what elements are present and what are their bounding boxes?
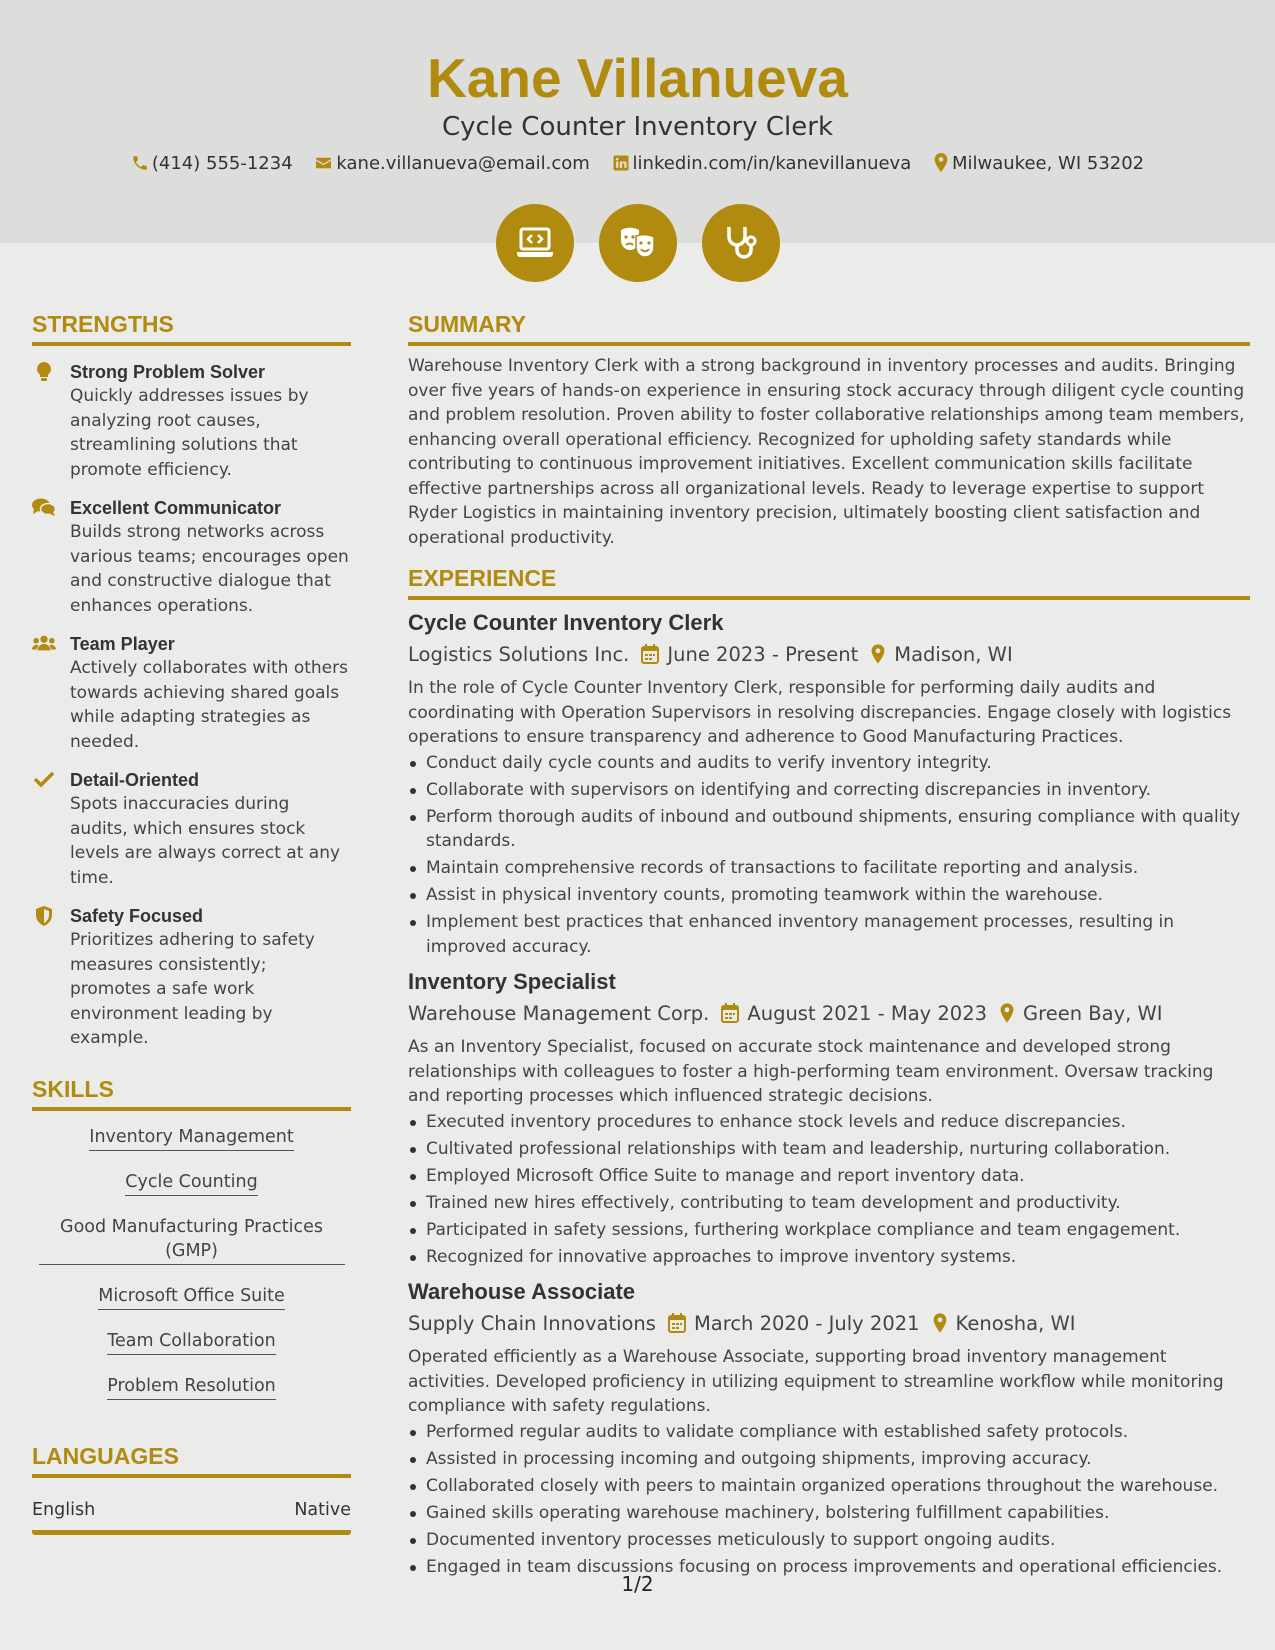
strength-desc: Spots inaccuracies during audits, which ensures stock levels are always correct at any time.: [70, 794, 341, 888]
strength-desc: Quickly addresses issues by analyzing root causes, streamlining solutions that promote efficiency.: [70, 386, 309, 480]
theater-masks-icon: [618, 226, 658, 260]
map-marker-icon: [870, 644, 886, 664]
job-meta: [408, 999, 1250, 1029]
job-meta: [408, 640, 1250, 670]
languages-heading: LANGUAGES: [32, 1442, 351, 1478]
job-dates: August 2021 - May 2023: [747, 1002, 988, 1025]
strength-title: Excellent Communicator: [70, 498, 282, 518]
contact-email[interactable]: [314, 152, 589, 176]
email-text: kane.villanueva@email.com: [336, 153, 590, 174]
list-item: Implement best practices that enhanced inventory management processes, resulting in improved accuracy.: [408, 910, 1250, 959]
list-item: Assisted in processing incoming and outgoing shipments, improving accuracy.: [408, 1447, 1250, 1472]
strengths-heading: STRENGTHS: [32, 310, 351, 346]
list-item: Employed Microsoft Office Suite to manage and report inventory data.: [408, 1164, 1250, 1189]
calendar-icon: [668, 1313, 686, 1333]
job-bullets: [408, 751, 1250, 960]
envelope-icon: [314, 154, 333, 172]
strength-item: [32, 360, 351, 482]
skills-heading: SKILLS: [32, 1075, 351, 1111]
contact-bar: [0, 152, 1275, 176]
job-location: Kenosha, WI: [955, 1312, 1076, 1335]
job-description: As an Inventory Specialist, focused on accurate stock maintenance and developed strong relationships with colleagues to foster a high-performing team environment. Oversaw tracking and reporting processes which influenced strategic decisions.: [408, 1037, 1214, 1106]
interest-medicine: [702, 204, 780, 282]
skill-tag: Team Collaboration: [107, 1329, 275, 1355]
comments-icon: [32, 498, 56, 516]
interest-icons: [0, 204, 1275, 282]
list-item: Collaborate with supervisors on identifying and correcting discrepancies in inventory.: [408, 778, 1250, 803]
skill-tag: Microsoft Office Suite: [98, 1284, 285, 1310]
list-item: Maintain comprehensive records of transactions to facilitate reporting and analysis.: [408, 856, 1250, 881]
job-location: Green Bay, WI: [1023, 1002, 1163, 1025]
shield-icon: [35, 906, 53, 926]
list-item: Documented inventory processes meticulously to support ongoing audits.: [408, 1528, 1250, 1553]
list-item: Conduct daily cycle counts and audits to verify inventory integrity.: [408, 751, 1250, 776]
job-description: Operated efficiently as a Warehouse Associate, supporting broad inventory management activities. Developed proficiency in utilizing equipment to streamline workflow while monitoring compliance with safety regulations.: [408, 1347, 1224, 1416]
list-item: Participated in safety sessions, furthering workplace compliance and team engagement.: [408, 1218, 1250, 1243]
check-icon: [33, 770, 55, 788]
skill-tag: Problem Resolution: [107, 1374, 276, 1400]
map-marker-icon: [999, 1003, 1015, 1023]
laptop-code-icon: [516, 226, 554, 260]
calendar-icon: [721, 1003, 739, 1023]
job-dates: March 2020 - July 2021: [693, 1312, 920, 1335]
interest-technology: [496, 204, 574, 282]
list-item: Trained new hires effectively, contributing to team development and productivity.: [408, 1191, 1250, 1216]
left-column: [32, 310, 351, 1535]
language-row: [32, 1498, 351, 1535]
list-item: Executed inventory procedures to enhance stock levels and reduce discrepancies.: [408, 1110, 1250, 1135]
phone-text: (414) 555-1234: [151, 153, 293, 174]
contact-location: [933, 152, 1144, 176]
strength-item: [32, 904, 351, 1051]
stethoscope-icon: [724, 225, 758, 261]
candidate-title: Cycle Counter Inventory Clerk: [441, 112, 834, 142]
strength-title: Team Player: [70, 634, 175, 654]
strength-title: Detail-Oriented: [70, 770, 200, 790]
job-title: Warehouse Associate: [408, 1279, 636, 1304]
job-location: Madison, WI: [894, 643, 1013, 666]
phone-icon: [131, 154, 149, 172]
right-column: [408, 310, 1250, 1582]
job-dates: June 2023 - Present: [667, 643, 859, 666]
job-meta: [408, 1309, 1250, 1339]
skill-tag: Inventory Management: [89, 1125, 293, 1151]
skill-tag: Good Manufacturing Practices (GMP): [39, 1215, 345, 1265]
contact-linkedin[interactable]: [612, 152, 912, 176]
location-text: Milwaukee, WI 53202: [951, 153, 1145, 174]
job-bullets: [408, 1420, 1250, 1580]
strength-desc: Builds strong networks across various teams; encourages open and constructive dialogue that enhances operations.: [70, 522, 349, 616]
job-title: Cycle Counter Inventory Clerk: [408, 610, 724, 635]
job-entry: [408, 967, 1250, 1269]
strength-item: [32, 632, 351, 754]
skill-tag: Cycle Counting: [125, 1170, 257, 1196]
list-item: Gained skills operating warehouse machinery, bolstering fulfillment capabilities.: [408, 1501, 1250, 1526]
list-item: Recognized for innovative approaches to improve inventory systems.: [408, 1245, 1250, 1270]
skills-list: [32, 1125, 351, 1400]
job-company: Supply Chain Innovations: [408, 1312, 656, 1335]
strength-desc: Actively collaborates with others towards achieving shared goals while adapting strategies as needed.: [70, 658, 348, 752]
list-item: Perform thorough audits of inbound and outbound shipments, ensuring compliance with quality standards.: [408, 805, 1250, 854]
list-item: Collaborated closely with peers to maintain organized operations throughout the warehouse.: [408, 1474, 1250, 1499]
contact-phone[interactable]: [131, 152, 293, 176]
job-entry: [408, 1277, 1250, 1579]
map-marker-icon: [932, 1313, 948, 1333]
linkedin-icon: [612, 154, 630, 172]
language-level: Native: [294, 1499, 351, 1520]
job-description: In the role of Cycle Counter Inventory Clerk, responsible for performing daily audits and coordinating with Operation Supervisors in resolving discrepancies. Engage closely with logistics operations to ensure transparency and adherence to Good Manufacturing Practices.: [408, 678, 1232, 747]
summary-text: Warehouse Inventory Clerk with a strong background in inventory processes and audits. Bringing over five years of hands-on experience in ensuring stock accuracy through diligent cycle counting and problem resolution. Proven ability to foster collaborative relationships among team members, enhancing overall operational efficiency. Recognized for upholding safety standards while contributing to continuous improvement initiatives. Excellent communication skills facilitate effective partnerships across all organizational levels. Ready to leverage expertise to support Ryder Logistics in maintaining inventory precision, ultimately boosting client satisfaction and operational productivity.: [408, 356, 1245, 548]
strength-title: Safety Focused: [70, 906, 204, 926]
list-item: Cultivated professional relationships with team and leadership, nurturing collaboration.: [408, 1137, 1250, 1162]
strength-title: Strong Problem Solver: [70, 362, 266, 382]
strength-item: [32, 768, 351, 890]
summary-heading: SUMMARY: [408, 310, 1250, 346]
calendar-icon: [641, 644, 659, 664]
job-title: Inventory Specialist: [408, 969, 616, 994]
map-marker-icon: [933, 153, 949, 172]
interest-theater: [599, 204, 677, 282]
list-item: Assist in physical inventory counts, promoting teamwork within the warehouse.: [408, 883, 1250, 908]
candidate-name: Kane Villanueva: [427, 47, 848, 109]
list-item: Engaged in team discussions focusing on process improvements and operational efficiencies.: [408, 1555, 1250, 1580]
experience-heading: EXPERIENCE: [408, 564, 1250, 600]
users-icon: [32, 634, 56, 652]
lightbulb-icon: [37, 362, 51, 382]
page-indicator: 1/2: [621, 1572, 654, 1596]
job-bullets: [408, 1110, 1250, 1270]
job-company: Logistics Solutions Inc.: [408, 643, 630, 666]
list-item: Performed regular audits to validate compliance with established safety protocols.: [408, 1420, 1250, 1445]
strength-desc: Prioritizes adhering to safety measures consistently; promotes a safe work environment leading by example.: [70, 930, 315, 1048]
strength-item: [32, 496, 351, 618]
job-company: Warehouse Management Corp.: [408, 1002, 710, 1025]
job-entry: [408, 608, 1250, 959]
language-name: English: [32, 1499, 96, 1520]
linkedin-text: linkedin.com/in/kanevillanueva: [632, 153, 912, 174]
